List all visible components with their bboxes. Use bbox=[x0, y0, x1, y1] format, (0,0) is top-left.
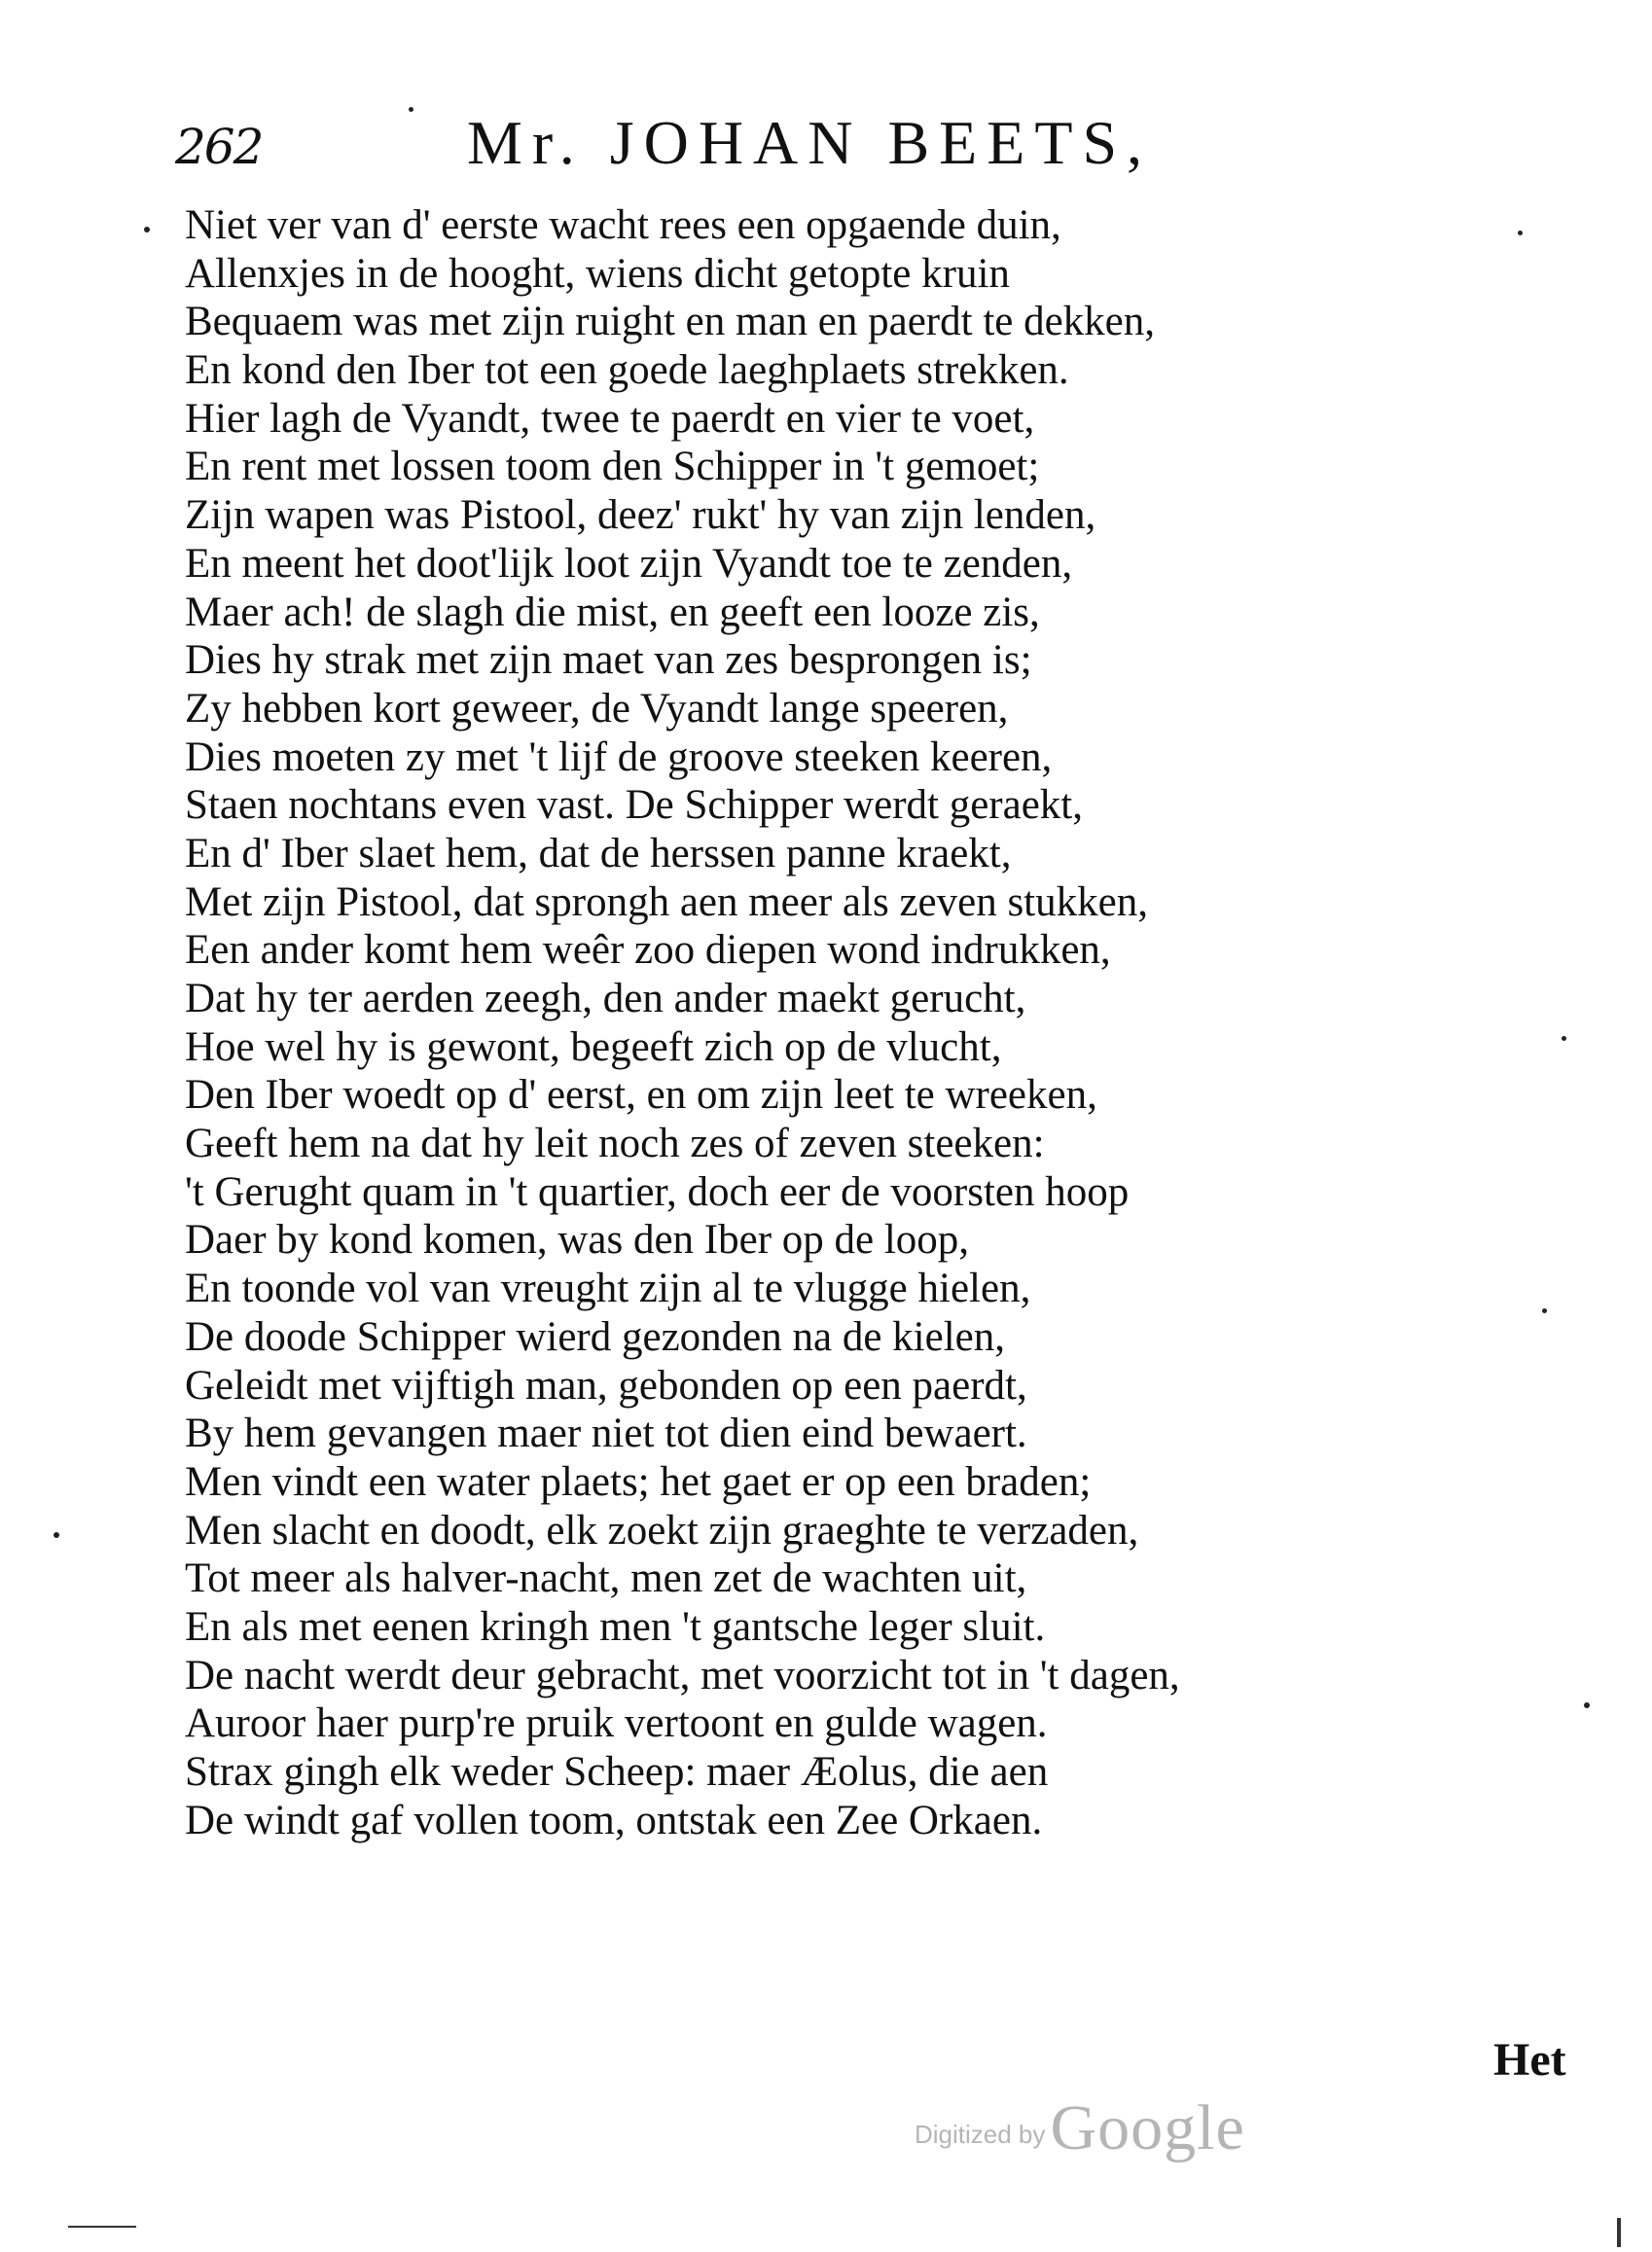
watermark-digitized-text: Digitized by bbox=[915, 2120, 1046, 2149]
scan-speck bbox=[1562, 1036, 1566, 1041]
verse-line: Daer by kond komen, was den Iber op de loop, bbox=[185, 1217, 970, 1264]
verse-line: Een ander komt hem weêr zoo diepen wond indrukken, bbox=[185, 927, 1111, 974]
digitized-watermark bbox=[915, 2091, 1245, 2165]
verse-block bbox=[185, 201, 1518, 1844]
verse-line: Auroor haer purp're pruik vertoont en gulde wagen. bbox=[185, 1700, 1048, 1747]
verse-line: De nacht werdt deur gebracht, met voorzicht tot in 't dagen, bbox=[185, 1652, 1180, 1698]
verse-line: En kond den Iber tot een goede laeghplaets strekken. bbox=[185, 347, 1069, 394]
verse-line: De doode Schipper wierd gezonden na de kielen, bbox=[185, 1313, 1005, 1360]
verse-line: Geleidt met vijftigh man, gebonden op een paerdt, bbox=[185, 1362, 1027, 1409]
verse-line: Bequaem was met zijn ruight en man en paerdt te dekken, bbox=[185, 299, 1156, 345]
verse-line: En toonde vol van vreught zijn al te vlugge hielen, bbox=[185, 1266, 1031, 1312]
verse-line: Men slacht en doodt, elk zoekt zijn graeghte te verzaden, bbox=[185, 1507, 1139, 1554]
verse-line: Dies moeten zy met 't lijf de groove steeken keeren, bbox=[185, 733, 1053, 780]
verse-line: Maer ach! de slagh die mist, en geeft een looze zis, bbox=[185, 589, 1040, 635]
verse-line: En rent met lossen toom den Schipper in 't gemoet; bbox=[185, 444, 1040, 490]
scan-speck bbox=[1542, 1308, 1547, 1313]
verse-line: By hem gevangen maer niet tot dien eind bewaert. bbox=[185, 1411, 1027, 1457]
verse-line: De windt gaf vollen toom, ontstak een Zee Orkaen. bbox=[185, 1797, 1043, 1843]
verse-line: Hier lagh de Vyandt, twee te paerdt en vier te voet, bbox=[185, 395, 1035, 442]
scan-speck bbox=[144, 227, 150, 232]
verse-line: Staen nochtans even vast. De Schipper werdt geraekt, bbox=[185, 782, 1083, 829]
verse-line: Niet ver van d' eerste wacht rees een opgaende duin, bbox=[185, 202, 1061, 248]
verse-line: Met zijn Pistool, dat sprongh aen meer als zeven stukken, bbox=[185, 878, 1148, 925]
verse-line: Allenxjes in de hooght, wiens dicht getopte kruin bbox=[185, 250, 1010, 297]
running-head bbox=[175, 107, 1323, 195]
verse-line: Men vindt een water plaets; het gaet er op een braden; bbox=[185, 1458, 1092, 1505]
verse-line: Strax gingh elk weder Scheep: maer Æolus, die aen bbox=[185, 1749, 1049, 1795]
scan-speck bbox=[1518, 231, 1523, 235]
verse-line: En als met eenen kringh men 't gantsche leger sluit. bbox=[185, 1603, 1046, 1650]
verse-line: En meent het doot'lijk loot zijn Vyandt toe te zenden, bbox=[185, 540, 1073, 587]
verse-line: Dies hy strak met zijn maet van zes besprongen is; bbox=[185, 637, 1032, 684]
verse-line: Tot meer als halver-nacht, men zet de wachten uit, bbox=[185, 1555, 1027, 1602]
scan-speck bbox=[54, 1532, 59, 1538]
verse-line: 't Gerught quam in 't quartier, doch eer de voorsten hoop bbox=[185, 1168, 1130, 1215]
scan-speck bbox=[409, 107, 413, 112]
verse-line: Dat hy ter aerden zeegh, den ander maekt gerucht, bbox=[185, 976, 1026, 1021]
scan-edge-mark bbox=[1617, 2218, 1621, 2247]
scan-speck bbox=[1584, 1702, 1590, 1708]
running-title: Mr. JOHAN BEETS, bbox=[467, 108, 1153, 177]
verse-line: Zy hebben kort geweer, de Vyandt lange speeren, bbox=[185, 685, 1009, 732]
page-number: 262 bbox=[175, 119, 263, 175]
verse-line: En d' Iber slaet hem, dat de herssen panne kraekt, bbox=[185, 830, 1012, 876]
verse-line: Hoe wel hy is gewont, begeeft zich op de vlucht, bbox=[185, 1023, 1002, 1070]
verse-line: Geeft hem na dat hy leit noch zes of zeven steeken: bbox=[185, 1121, 1045, 1167]
verse-line: Zijn wapen was Pistool, deez' rukt' hy van zijn lenden, bbox=[185, 492, 1096, 539]
scan-edge-mark bbox=[68, 2226, 136, 2228]
watermark-google-logo: Google bbox=[1050, 2092, 1245, 2163]
verse-line: Den Iber woedt op d' eerst, en om zijn leet te wreeken, bbox=[185, 1072, 1097, 1119]
catchword: Het bbox=[1493, 2034, 1566, 2086]
